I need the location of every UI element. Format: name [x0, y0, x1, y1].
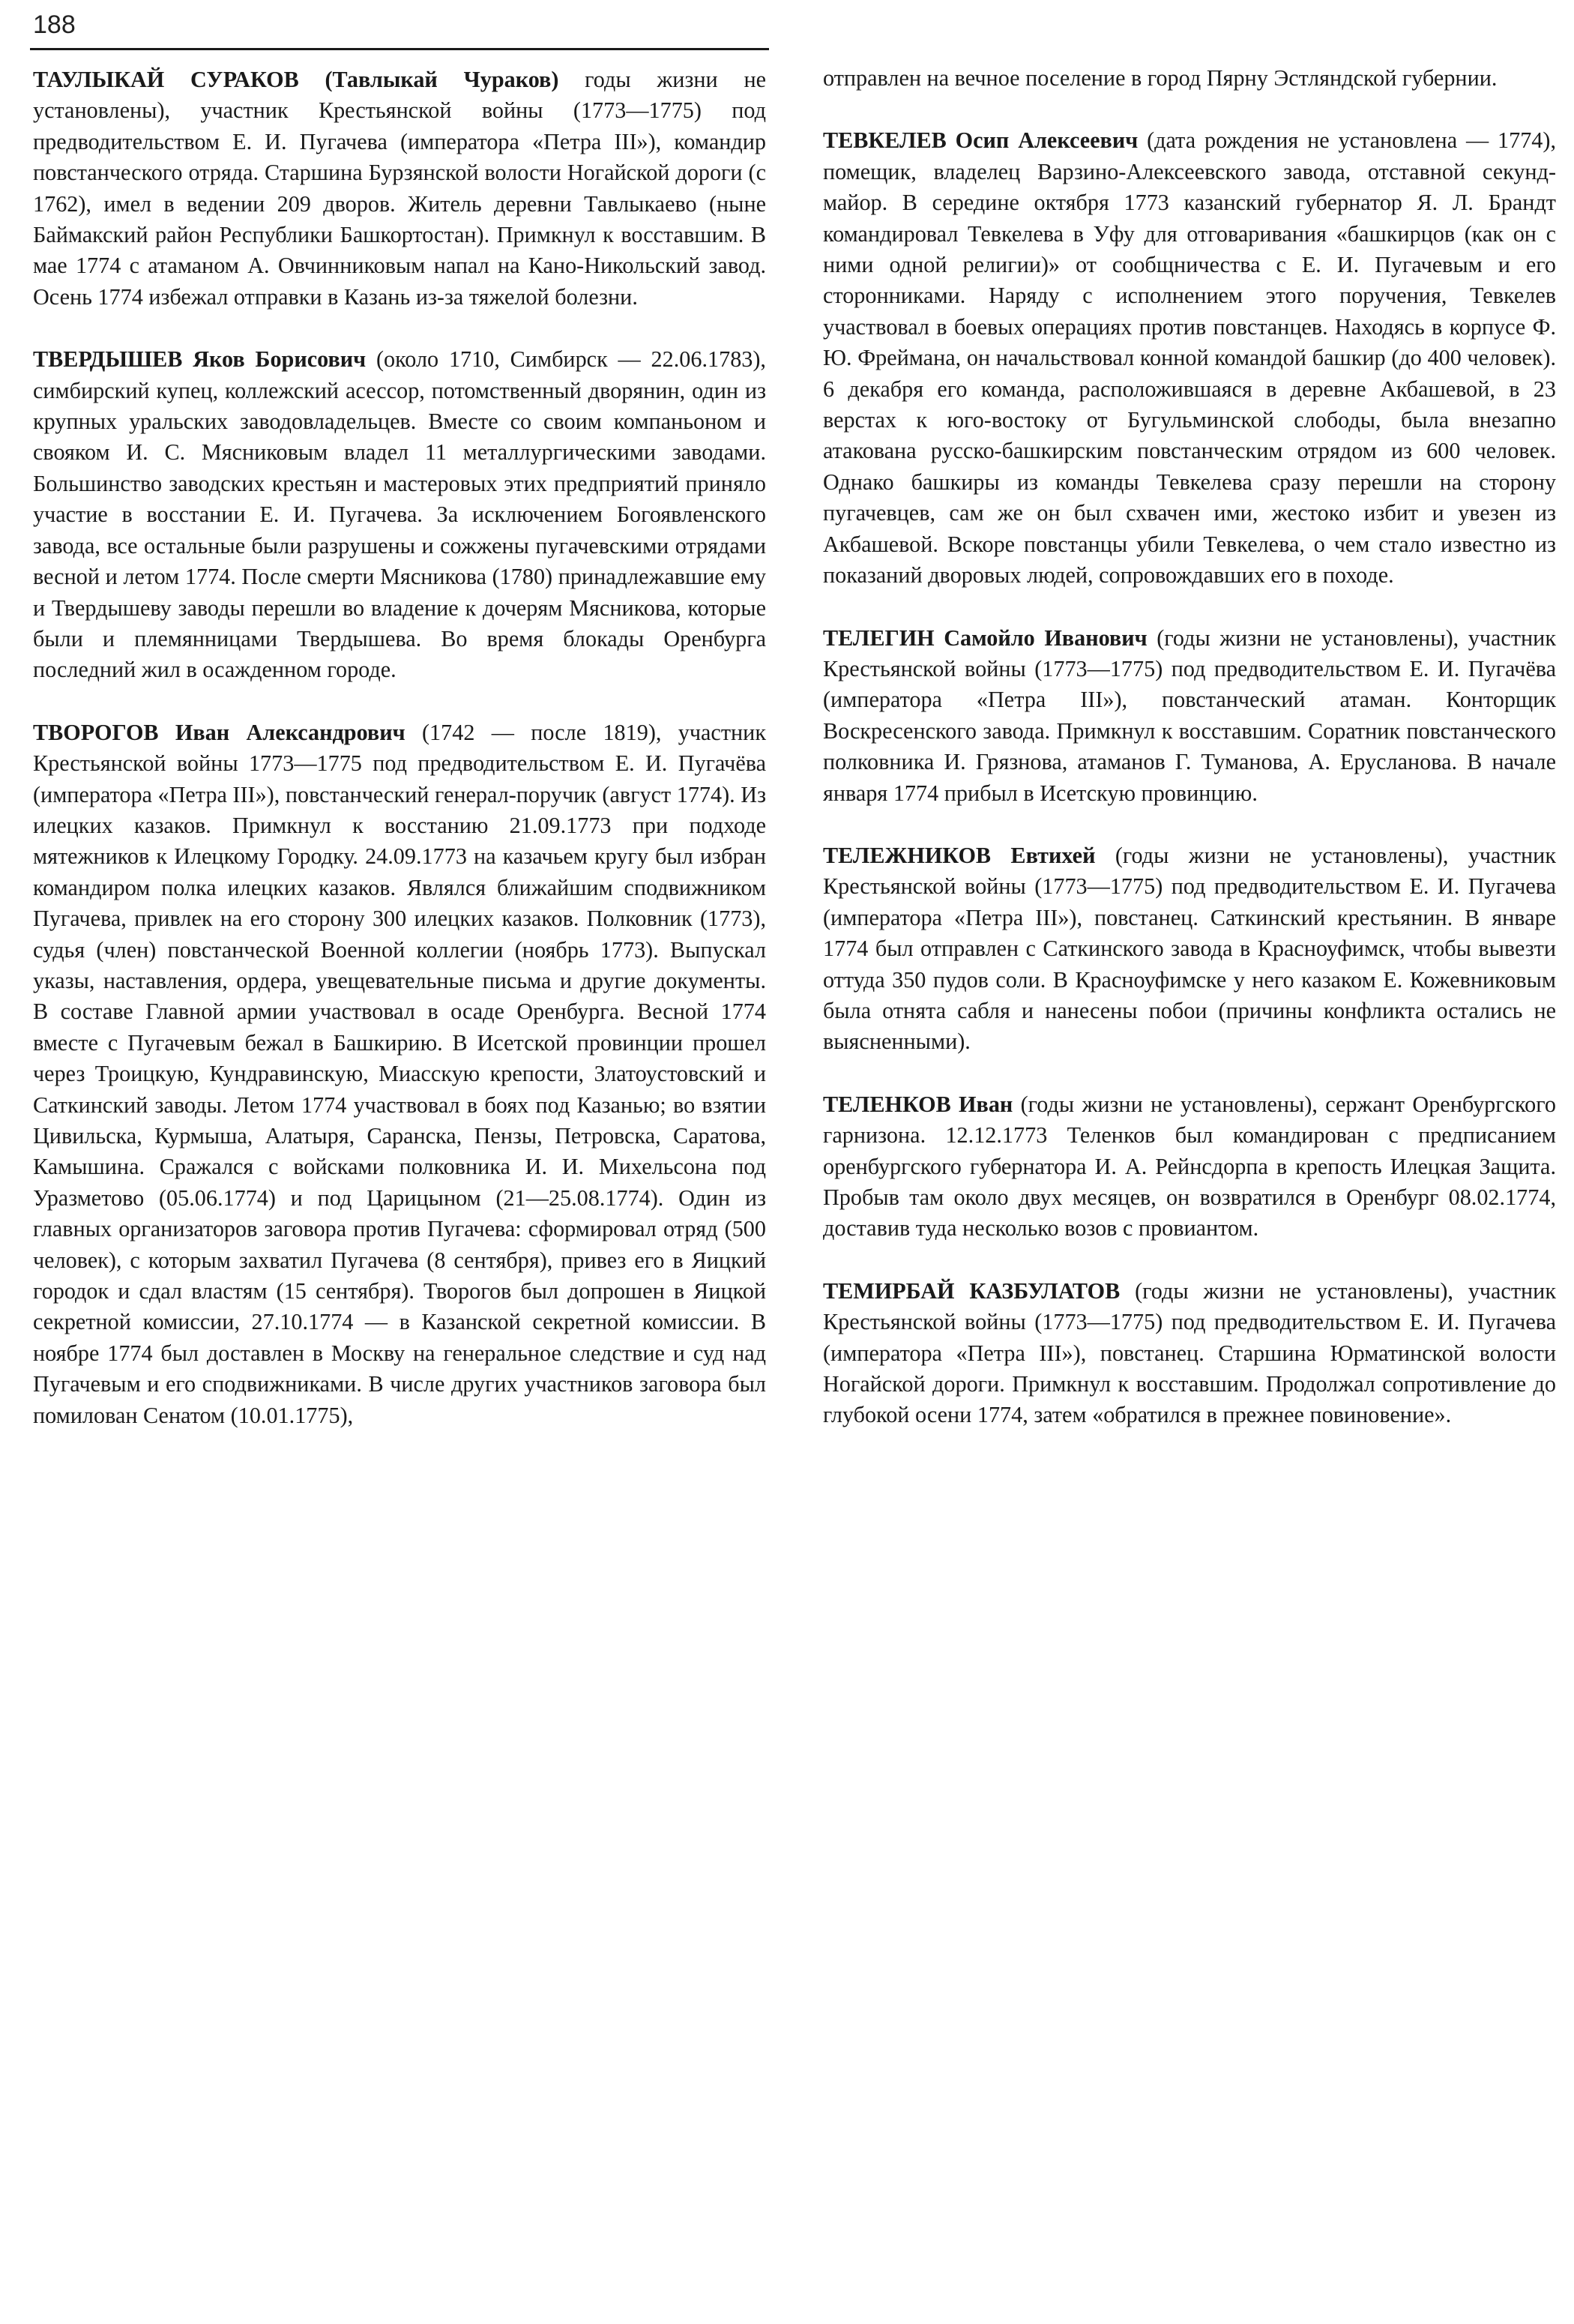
entry-tverdyshev: [33, 344, 766, 685]
entry-body: (годы жизни не установлены), участник Крестьянской войны (1773—1775) под предводительством Е. И. Пугачева (императора «Петра III»), повстанец. Старшина Юрматинской волости Ногайской дороги. Примкнул к восставшим. Продолжал сопротивление до глубокой осени 1774, затем «обратился в прежнее повиновение».: [823, 1277, 1556, 1428]
entry-headword: ТЕВКЕЛЕВ Осип Алексеевич: [823, 127, 1139, 154]
entry-taulykai-surakov: [33, 64, 766, 313]
entry-tvorogov: [33, 717, 766, 1431]
entry-paragraph: [823, 1089, 1556, 1244]
entry-telegin: [823, 623, 1556, 809]
entry-body: отправлен на вечное поселение в город Пярну Эстляндской губернии.: [823, 65, 1498, 91]
entry-paragraph: [33, 717, 766, 1431]
entry-body: (годы жизни не установлены), участник Крестьянской войны (1773—1775) под предводительством Е. И. Пугачева (императора «Петра III»), повстанец. Саткинский крестьянин. В январе 1774 был отправлен с Саткинского завода в Красноуфимск, чтобы вывезти оттуда 350 пудов соли. В Красноуфимске у него казаком Е. Кожевниковым была отнята сабля и нанесены побои (причины конфликта остались не выясненными).: [823, 842, 1556, 1055]
entry-paragraph: [823, 63, 1556, 94]
entry-paragraph: [823, 840, 1556, 1058]
entry-paragraph: [823, 125, 1556, 591]
entry-headword: ТЕЛЕНКОВ Иван: [823, 1091, 1013, 1117]
entry-body: годы жизни не установлены), участник Крестьянской войны (1773—1775) под предводительством Е. И. Пугачева (императора «Петра III»), командир повстанческого отряда. Старшина Бурзянской волости Ногайской дороги (с 1762), имел в ведении 209 дворов. Житель деревни Тавлыкаево (ныне Баймакский район Республики Башкортостан). Примкнул к восставшим. В мае 1774 с атаманом А. Овчинниковым напал на Кано-Никольский завод. Осень 1774 избежал отправки в Казань из-за тяжелой болезни.: [33, 67, 766, 310]
entry-headword: ТЕЛЕЖНИКОВ Евтихей: [823, 842, 1096, 868]
left-column: [33, 64, 766, 1463]
entry-body: (годы жизни не установлены), сержант Оренбургского гарнизона. 12.12.1773 Теленков был командирован с предписанием оренбургского губернатора И. А. Рейнсдорпа в крепость Илецкая Защита. Пробыв там около двух месяцев, он возвратился в Оренбург 08.02.1774, доставив туда несколько возов с провиантом.: [823, 1091, 1556, 1241]
entry-tevkelev: [823, 125, 1556, 591]
entry-telezhnikov: [823, 840, 1556, 1058]
entry-paragraph: [33, 344, 766, 685]
entry-body: (годы жизни не установлены), участник Крестьянской войны (1773—1775) под предводительством Е. И. Пугачёва (императора «Петра III»), повстанческий атаман. Конторщик Воскресенского завода. Примкнул к восставшим. Соратник повстанческого полковника И. Грязнова, атаманов Г. Туманова, А. Ерусланова. В начале января 1774 прибыл в Исетскую провинцию.: [823, 624, 1556, 806]
page-number: 188: [33, 10, 76, 39]
entry-headword: ТЕМИРБАЙ КАЗБУЛАТОВ: [823, 1277, 1121, 1304]
entry-tvorogov-continued: [823, 63, 1556, 94]
right-column: [823, 63, 1556, 1463]
entry-body: (около 1710, Симбирск — 22.06.1783), симбирский купец, коллежский асессор, потомственный дворянин, один из крупных уральских заводовладельцев. Вместе со своим компаньоном и свояком И. С. Мясниковым владел 11 металлургическими заводами. Большинство заводских крестьян и мастеровых этих предприятий приняло участие в восстании Е. И. Пугачева. За исключением Богоявленского завода, все остальные были разрушены и сожжены пугачевскими отрядами весной и летом 1774. После смерти Мясникова (1780) принадлежавшие ему и Твердышеву заводы перешли во владение к дочерям Мясникова, которые были и племянницами Твердышева. Во время блокады Оренбурга последний жил в осажденном городе.: [33, 346, 766, 683]
entry-paragraph: [823, 623, 1556, 809]
entry-headword: ТЕЛЕГИН Самойло Иванович: [823, 624, 1148, 651]
entry-headword: ТВОРОГОВ Иван Александрович: [33, 719, 405, 745]
entry-body: (1742 — после 1819), участник Крестьянской войны 1773—1775 под предводительством Е. И. Пугачёва (императора «Петра III»), повстанческий генерал-поручик (август 1774). Из илецких казаков. Примкнул к восстанию 21.09.1773 при подходе мятежников к Илецкому Городку. 24.09.1773 на казачьем кругу был избран командиром полка илецких казаков. Являлся ближайшим сподвижником Пугачева, привлек на его сторону 300 илецких казаков. Полковник (1773), судья (член) повстанческой Военной коллегии (ноябрь 1773). Выпускал указы, наставления, ордера, увещевательные письма и другие документы. В составе Главной армии участвовал в осаде Оренбурга. Весной 1774 вместе с Пугачевым бежал в Башкирию. В Исетской провинции прошел через Троицкую, Кундравинскую, Миасскую крепости, Златоустовский и Саткинский заводы. Летом 1774 участвовал в боях под Казанью; во взятии Цивильска, Курмыша, Алатыря, Саранска, Пензы, Петровска, Саратова, Камышина. Сражался с войсками полковника И. И. Михельсона под Уразметово (05.06.1774) и под Царицыном (21—25.08.1774). Один из главных организаторов заговора против Пугачева: сформировал отряд (500 человек), с которым захватил Пугачева (8 сентября), привез его в Яицкий городок и сдал властям (15 сентября). Творогов был допрошен в Яицкой секретной комиссии, 27.10.1774 — в Казанской секретной комиссии. В ноябре 1774 был доставлен в Москву на генеральное следствие и суд над Пугачевым и его сподвижниками. В числе других участников заговора был помилован Сенатом (10.01.1775),: [33, 719, 766, 1428]
header-rule: [30, 48, 769, 50]
entry-headword: ТВЕРДЫШЕВ Яков Борисович: [33, 346, 367, 373]
entry-temirbai-kazbulatov: [823, 1276, 1556, 1431]
entry-body: (дата рождения не установлена — 1774), помещик, владелец Варзино-Алексеевского завода, отставной секунд-майор. В середине октября 1773 казанский губернатор Я. Л. Брандт командировал Тевкелева в Уфу для отговаривания «башкирцов (как он с ними одной религии)» от сообщничества с Е. И. Пугачевым и его сторонниками. Наряду с исполнением этого поручения, Тевкелев участвовал в боевых операциях против повстанцев. Находясь в корпусе Ф. Ю. Фреймана, он начальствовал конной командой башкир (до 400 человек). 6 декабря его команда, расположившаяся в деревне Акбашевой, в 23 верстах к юго-востоку от Бугульминской слободы, была внезапно атакована русско-башкирским повстанческим отрядом из 600 человек. Однако башкиры из команды Тевкелева сразу перешли на сторону пугачевцев, сам же он был схвачен ими, жестоко избит и увезен из Акбашевой. Вскоре повстанцы убили Тевкелева, о чем стало известно из показаний дворовых людей, сопровождавших его в походе.: [823, 127, 1556, 588]
entry-paragraph: [823, 1276, 1556, 1431]
entry-paragraph: [33, 64, 766, 313]
entry-telenkov: [823, 1089, 1556, 1244]
entry-headword: ТАУЛЫКАЙ СУРАКОВ (Тавлыкай Чураков): [33, 67, 559, 92]
book-page: [30, 0, 1556, 2324]
